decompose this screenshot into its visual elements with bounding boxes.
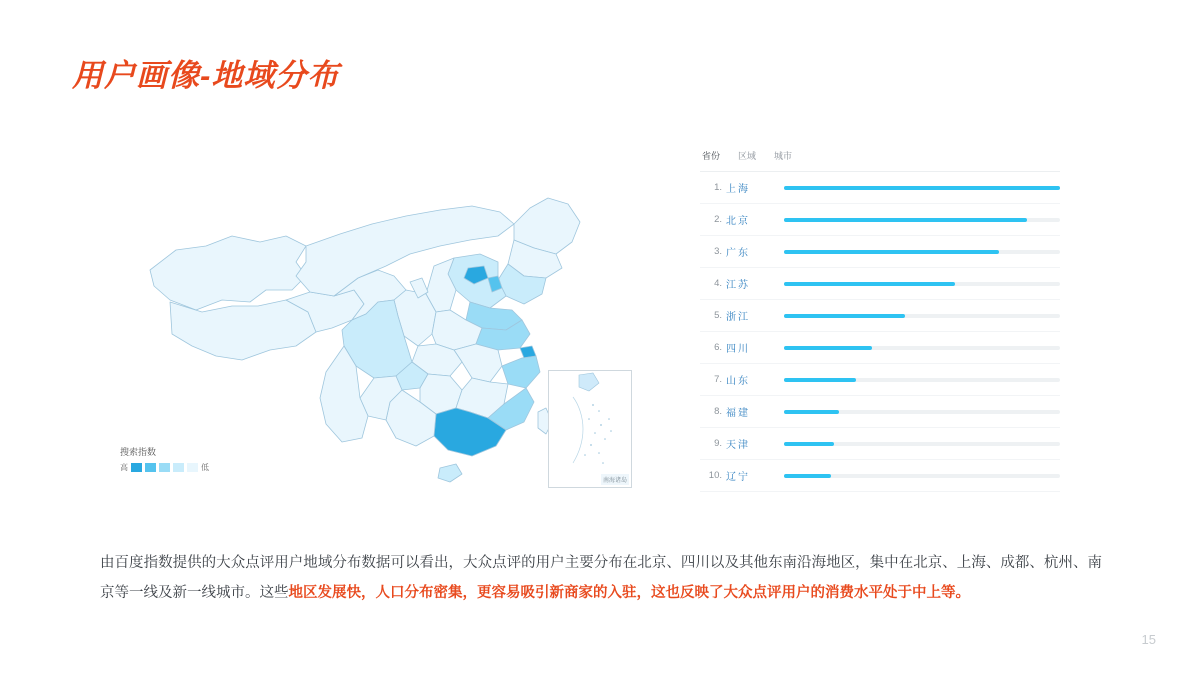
summary-paragraph <box>100 548 1102 608</box>
inset-label: 南海诸岛 <box>601 474 629 485</box>
row-bar <box>784 346 872 350</box>
row-label: 上海 <box>726 184 750 195</box>
legend-swatch-4 <box>173 463 184 472</box>
page-title: 用户画像-地域分布 <box>72 58 340 93</box>
table-row[interactable] <box>700 364 1060 396</box>
row-label: 天津 <box>726 440 750 451</box>
row-label: 浙江 <box>726 312 750 323</box>
map-legend <box>120 445 209 473</box>
row-rank: 4. <box>714 278 722 289</box>
table-row[interactable] <box>700 332 1060 364</box>
row-track <box>784 186 1060 190</box>
legend-low-label: 低 <box>201 463 209 472</box>
tab-region[interactable]: 区域 <box>738 151 757 161</box>
row-track <box>784 346 1060 350</box>
province-tibet <box>170 300 316 360</box>
row-label: 北京 <box>726 216 750 227</box>
row-label: 辽宁 <box>726 472 750 483</box>
paragraph-highlight: 地区发展快，人口分布密集，更容易吸引新商家的入驻，这也反映了大众点评用户的消费水平处于中上等。 <box>288 585 970 601</box>
row-rank: 2. <box>714 214 722 225</box>
legend-title: 搜索指数 <box>120 447 157 457</box>
legend-swatch-1 <box>131 463 142 472</box>
row-label: 山东 <box>726 376 750 387</box>
province-zhejiang <box>502 356 540 388</box>
table-row[interactable] <box>700 428 1060 460</box>
row-track <box>784 314 1060 318</box>
china-map <box>110 150 640 510</box>
row-bar <box>784 378 856 382</box>
legend-swatch-2 <box>145 463 156 472</box>
row-bar <box>784 250 999 254</box>
province-rank-chart <box>700 148 1060 492</box>
row-rank: 10. <box>708 470 722 481</box>
row-track <box>784 378 1060 382</box>
row-label: 四川 <box>726 344 750 355</box>
table-row[interactable] <box>700 204 1060 236</box>
row-label: 江苏 <box>726 280 750 291</box>
chart-tab-bar <box>700 148 1060 171</box>
row-rank: 1. <box>714 182 722 193</box>
legend-swatch-5 <box>187 463 198 472</box>
row-rank: 6. <box>714 342 722 353</box>
tab-province[interactable]: 省份 <box>702 151 721 161</box>
row-bar <box>784 410 839 414</box>
row-bar <box>784 186 1060 190</box>
row-track <box>784 282 1060 286</box>
row-bar <box>784 218 1027 222</box>
legend-scale <box>120 462 209 473</box>
row-track <box>784 474 1060 478</box>
south-china-sea-inset <box>548 370 632 488</box>
row-label: 福建 <box>726 408 750 419</box>
row-rank: 5. <box>714 310 722 321</box>
paragraph-part-1: 由百度指数提供的大众点评用户地域分布数据可以看出，大众点评的用户主要分布在北京、四川以及其他东南沿海地区，集中在北京、上海、成都、杭州、南京等一线及新一线城市。这些 <box>100 555 1102 601</box>
page-number: 15 <box>1141 632 1156 647</box>
row-track <box>784 442 1060 446</box>
row-track <box>784 410 1060 414</box>
row-rank: 7. <box>714 374 722 385</box>
table-row[interactable] <box>700 460 1060 492</box>
row-bar <box>784 474 831 478</box>
legend-high-label: 高 <box>120 463 128 472</box>
row-rank: 8. <box>714 406 722 417</box>
row-bar <box>784 442 834 446</box>
table-row[interactable] <box>700 172 1060 204</box>
row-track <box>784 218 1060 222</box>
table-row[interactable] <box>700 396 1060 428</box>
province-xinjiang <box>150 236 306 310</box>
legend-swatch-3 <box>159 463 170 472</box>
inset-svg <box>549 371 633 489</box>
table-row[interactable] <box>700 268 1060 300</box>
province-hainan <box>438 464 462 482</box>
row-bar <box>784 314 905 318</box>
row-rank: 9. <box>714 438 722 449</box>
tab-city[interactable]: 城市 <box>774 151 793 161</box>
row-track <box>784 250 1060 254</box>
row-label: 广东 <box>726 248 750 259</box>
rank-rows <box>700 171 1060 492</box>
row-rank: 3. <box>714 246 722 257</box>
row-bar <box>784 282 955 286</box>
table-row[interactable] <box>700 236 1060 268</box>
table-row[interactable] <box>700 300 1060 332</box>
